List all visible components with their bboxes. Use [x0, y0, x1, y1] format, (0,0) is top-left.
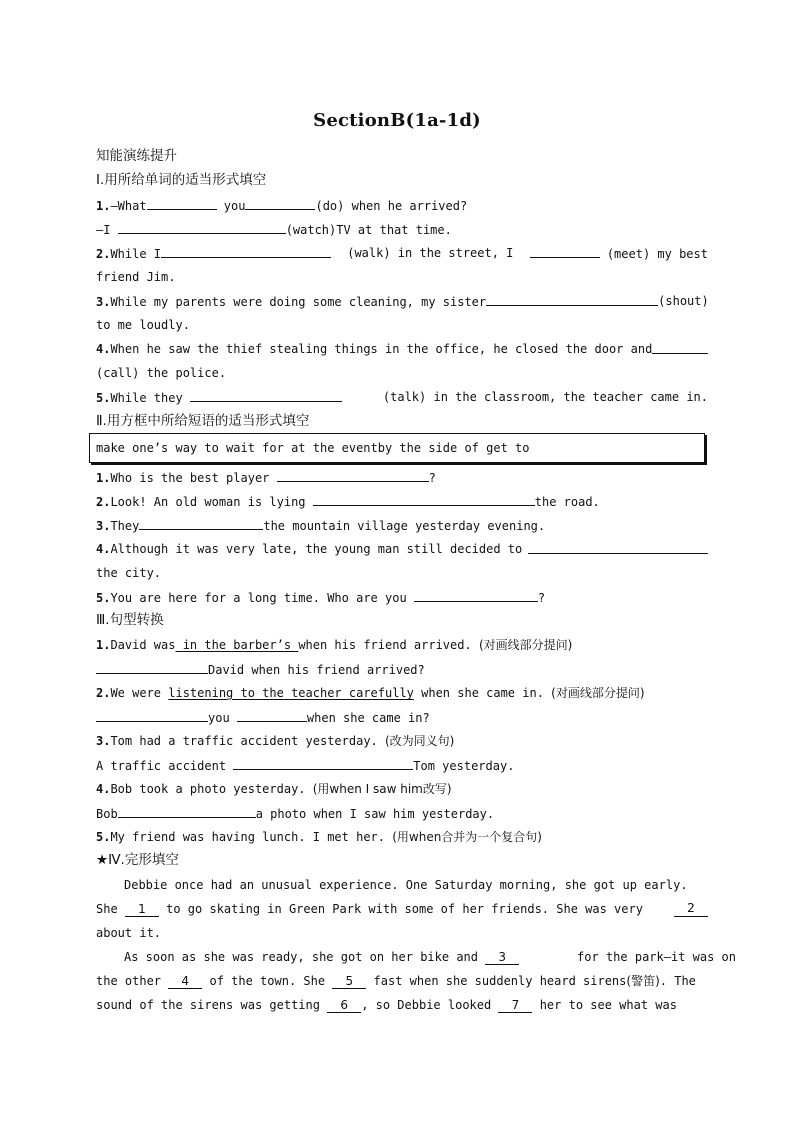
- q-text: When he saw the thief stealing things in the office, he closed the door and: [110, 342, 653, 356]
- cloze-text: the other: [96, 974, 169, 988]
- cloze-line: [96, 973, 708, 989]
- answer-blank[interactable]: [147, 197, 217, 210]
- q-number: 5.: [96, 391, 111, 405]
- s2-question-3: [96, 517, 708, 534]
- q-text: Bob took a photo yesterday.: [110, 782, 313, 796]
- s1-question-1a: [96, 197, 708, 214]
- q-text: you: [216, 199, 246, 213]
- s1-question-5: [96, 389, 708, 406]
- s3-question-4: [96, 781, 708, 797]
- answer-blank[interactable]: [245, 197, 315, 210]
- s3-question-2-answer: [96, 709, 708, 726]
- answer-blank[interactable]: [96, 709, 208, 722]
- cloze-text: fast when she suddenly heard sirens: [366, 974, 627, 988]
- q-text: (shout): [658, 294, 709, 308]
- answer-blank[interactable]: [96, 661, 208, 674]
- s2-question-5: [96, 589, 708, 606]
- cloze-text: sound of the sirens was getting: [96, 998, 328, 1012]
- instruction-cn: (对画线部分提问): [551, 686, 645, 700]
- gloss-cn: (警笛): [626, 974, 660, 988]
- cloze-text: to go skating in Green Park with some of her friends. She was very: [158, 902, 643, 916]
- answer-blank[interactable]: [486, 293, 658, 306]
- q-text: David was: [110, 638, 176, 652]
- q-text: you: [208, 711, 237, 725]
- s3-question-3: [96, 733, 708, 749]
- q-text: when she came in.: [413, 686, 552, 700]
- cloze-blank-6[interactable]: 6: [327, 998, 361, 1013]
- q-text: David when his friend arrived?: [208, 663, 425, 677]
- q-text: While they: [110, 391, 190, 405]
- s1-question-4-cont: (call) the police.: [96, 366, 227, 380]
- q-text: (watch)TV at that time.: [285, 223, 452, 237]
- cloze-blank-1[interactable]: 1: [125, 902, 159, 917]
- cloze-line: [96, 997, 708, 1013]
- answer-blank[interactable]: [237, 709, 307, 722]
- q-text: My friend was having lunch. I met her.: [110, 830, 393, 844]
- q-text: —What: [110, 199, 147, 213]
- q-text: ?: [428, 471, 436, 485]
- s3-question-1-answer: [96, 661, 708, 678]
- s1-question-2-cont: friend Jim.: [96, 270, 176, 284]
- phrase-list: make one’s way to wait for at the eventby the side of get to: [96, 441, 530, 455]
- q-number: 5.: [96, 591, 111, 605]
- instruction-cn: (改为同义句): [385, 734, 455, 748]
- cloze-line: [96, 949, 736, 965]
- q-number: 2.: [96, 495, 111, 509]
- q-number: 2.: [96, 686, 111, 700]
- cloze-text: , so Debbie looked: [361, 998, 499, 1012]
- answer-blank[interactable]: [118, 221, 286, 234]
- section-4-title: ★Ⅳ.完形填空: [96, 852, 179, 868]
- practice-heading: 知能演练提升: [96, 148, 177, 164]
- cloze-text: of the town. She: [202, 974, 333, 988]
- q-text: when his friend arrived.: [298, 638, 479, 652]
- q-number: 1.: [96, 199, 111, 213]
- q-number: 1.: [96, 638, 111, 652]
- s3-question-2: [96, 685, 708, 701]
- q-text: when she came in?: [306, 711, 430, 725]
- q-number: 3.: [96, 519, 111, 533]
- cloze-text: . The: [659, 974, 696, 988]
- q-text: We were: [110, 686, 169, 700]
- section-3-title: Ⅲ.句型转换: [96, 612, 164, 628]
- answer-blank[interactable]: [233, 757, 413, 770]
- s1-question-1b: [96, 221, 708, 238]
- s1-question-4: [96, 341, 708, 357]
- q-text: Bob: [96, 807, 118, 821]
- s2-question-2: [96, 493, 708, 510]
- phrase-box: [89, 433, 705, 463]
- s1-question-3: [96, 293, 708, 310]
- q-text: While I: [110, 247, 162, 261]
- answer-blank[interactable]: [528, 541, 708, 554]
- q-text: (do) when he arrived?: [315, 199, 468, 213]
- s1-question-3-cont: to me loudly.: [96, 318, 190, 332]
- q-text: a photo when I saw him yesterday.: [255, 807, 495, 821]
- underlined-part: in the barber’s: [175, 638, 299, 652]
- instruction-cn: (用when合并为一个复合句): [392, 830, 542, 844]
- s3-question-3-answer: [96, 757, 708, 774]
- answer-blank[interactable]: [652, 341, 708, 354]
- cloze-line: Debbie once had an unusual experience. One Saturday morning, she got up early.: [124, 878, 688, 892]
- cloze-text: As soon as she was ready, she got on her bike and: [124, 950, 486, 964]
- cloze-line: [96, 901, 708, 917]
- q-text: Look! An old woman is lying: [110, 495, 313, 509]
- cloze-blank-7[interactable]: 7: [498, 998, 532, 1013]
- s3-question-4-answer: [96, 805, 708, 822]
- q-number: 5.: [96, 830, 111, 844]
- q-text: the road.: [534, 495, 600, 509]
- answer-blank[interactable]: [161, 245, 331, 258]
- answer-blank[interactable]: [118, 805, 256, 818]
- q-text: ?: [537, 591, 546, 605]
- answer-blank[interactable]: [530, 245, 600, 258]
- answer-blank[interactable]: [313, 493, 535, 506]
- cloze-text: her to see what was: [532, 998, 677, 1012]
- q-text: Who is the best player: [110, 471, 277, 485]
- q-text: You are here for a long time. Who are you: [110, 591, 414, 605]
- q-number: 3.: [96, 295, 111, 309]
- cloze-blank-2[interactable]: 2: [674, 901, 708, 917]
- cloze-blank-4[interactable]: 4: [168, 974, 202, 989]
- q-number: 3.: [96, 734, 111, 748]
- q-text: (walk) in the street, I: [347, 246, 514, 260]
- section-2-title: Ⅱ.用方框中所给短语的适当形式填空: [96, 413, 310, 429]
- s3-question-5: [96, 829, 708, 845]
- q-number: 4.: [96, 782, 111, 796]
- answer-blank[interactable]: [414, 589, 538, 602]
- underlined-part: listening to the teacher carefully: [168, 686, 414, 700]
- answer-blank[interactable]: [277, 469, 429, 482]
- cloze-blank-3[interactable]: 3: [485, 950, 519, 965]
- q-number: 2.: [96, 247, 111, 261]
- s2-question-4: [96, 541, 708, 557]
- q-text: A traffic accident: [96, 759, 234, 773]
- s2-question-1: [96, 469, 708, 486]
- cloze-blank-5[interactable]: 5: [332, 974, 366, 989]
- q-text: Tom yesterday.: [413, 759, 515, 773]
- q-text: (talk) in the classroom, the teacher came in.: [382, 390, 708, 404]
- cloze-text: She: [96, 902, 125, 916]
- q-number: 1.: [96, 471, 111, 485]
- q-number: 4.: [96, 342, 111, 356]
- cloze-text: for the park—it was on: [577, 950, 736, 964]
- answer-blank[interactable]: [190, 389, 342, 402]
- q-text: the mountain village yesterday evening.: [263, 519, 546, 533]
- q-text: Although it was very late, the young man still decided to: [110, 542, 523, 556]
- q-text: Tom had a traffic accident yesterday.: [110, 734, 385, 748]
- s1-question-2: [96, 245, 708, 262]
- page-title: SectionB(1a-1d): [313, 110, 481, 131]
- q-text: —I: [96, 223, 118, 237]
- section-1-title: Ⅰ.用所给单词的适当形式填空: [96, 172, 267, 188]
- s2-question-4-cont: the city.: [96, 566, 162, 580]
- instruction-cn: (对画线部分提问): [478, 638, 573, 652]
- answer-blank[interactable]: [139, 517, 263, 530]
- instruction-cn: (用when I saw him改写): [312, 782, 452, 796]
- s3-question-1: [96, 637, 708, 653]
- q-text: While my parents were doing some cleaning, my sister: [110, 295, 487, 309]
- q-text: They: [110, 519, 140, 533]
- q-text: (meet) my best: [599, 247, 708, 261]
- q-number: 4.: [96, 542, 111, 556]
- cloze-line: about it.: [96, 926, 162, 940]
